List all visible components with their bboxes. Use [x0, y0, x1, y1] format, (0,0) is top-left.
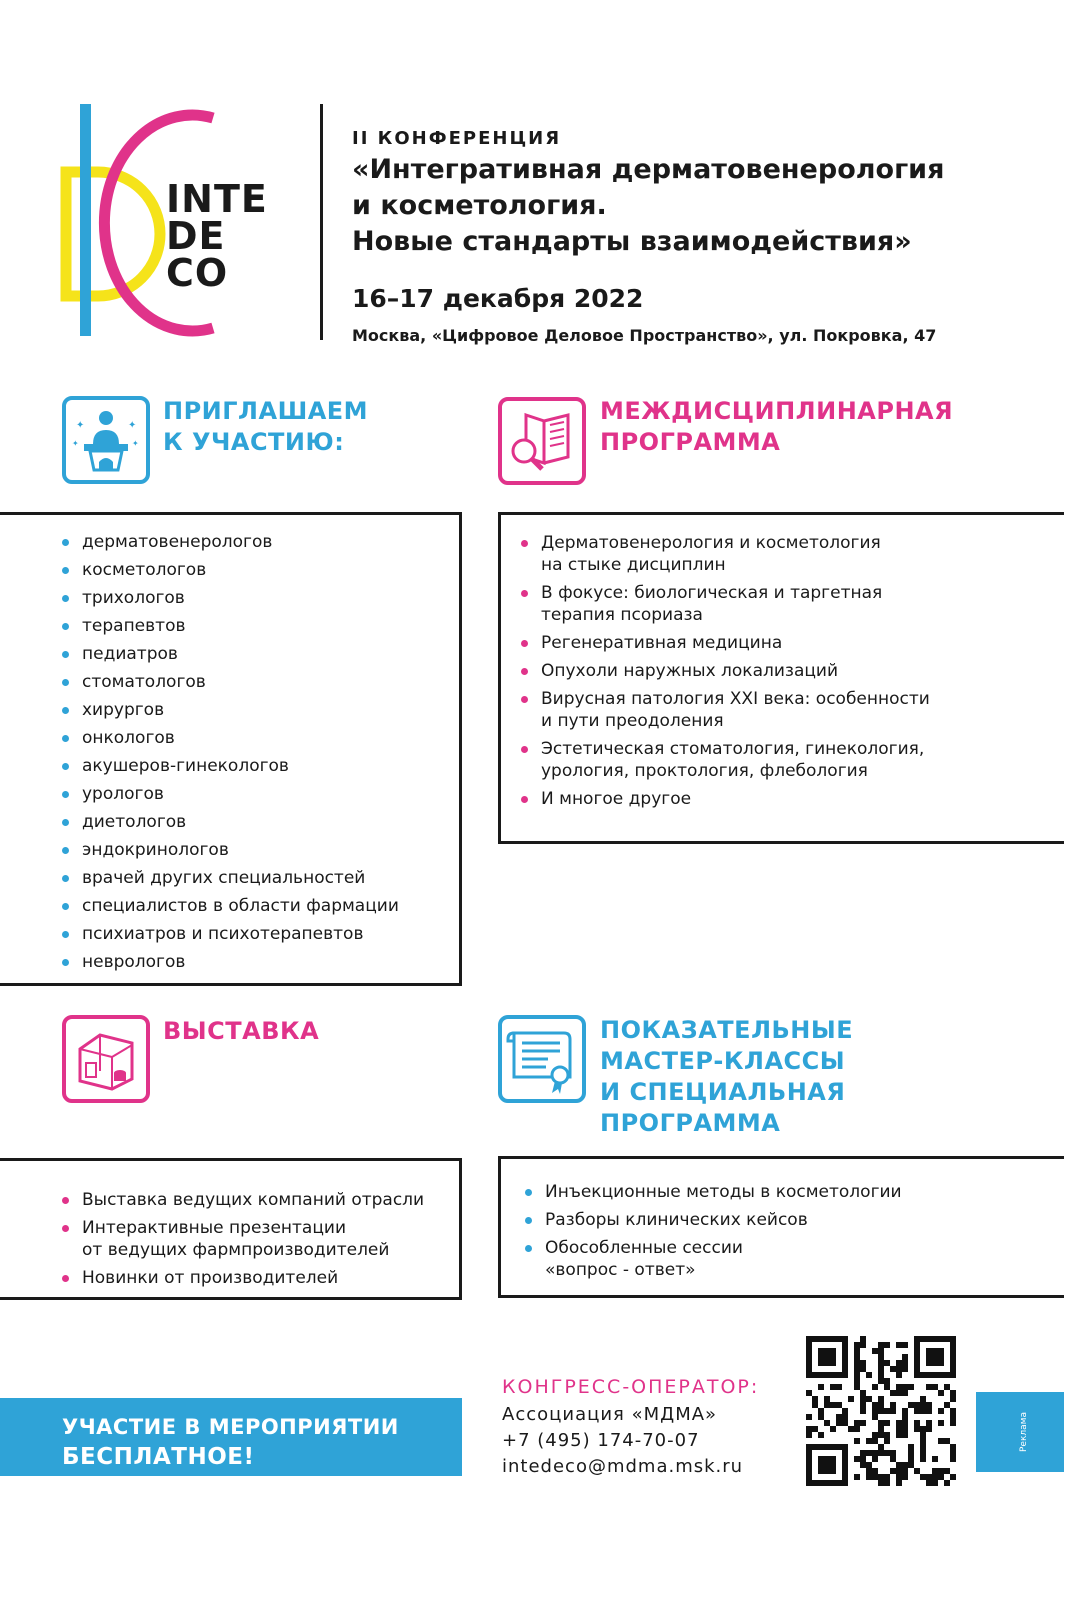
list-item: трихологов [62, 587, 399, 609]
list-item: акушеров-гинекологов [62, 755, 399, 777]
program-box [498, 512, 1064, 844]
exhibition-stand-icon [62, 1015, 150, 1103]
list-item: косметологов [62, 559, 399, 581]
operator-phone: +7 (495) 174-70-07 [502, 1430, 700, 1451]
list-item: стоматологов [62, 671, 399, 693]
list-item: Выставка ведущих компаний отрасли [62, 1189, 424, 1211]
list-item: терапевтов [62, 615, 399, 637]
masterclass-title-line: МАСТЕР-КЛАССЫ [600, 1047, 846, 1075]
list-item: врачей других специальностей [62, 867, 399, 889]
program-title-line: МЕЖДИСЦИПЛИНАРНАЯ [600, 397, 954, 425]
list-item: Разборы клинических кейсов [525, 1209, 902, 1231]
operator-name: Ассоциация «МДМА» [502, 1404, 718, 1425]
logo-line: INTE [166, 177, 268, 221]
conference-title [352, 152, 1052, 260]
conference-edition: II КОНФЕРЕНЦИЯ [352, 128, 562, 149]
list-item: педиатров [62, 643, 399, 665]
ad-tab [976, 1392, 1064, 1472]
speaker-at-podium-icon [62, 396, 150, 484]
certificate-icon [498, 1015, 586, 1103]
exhibition-box [0, 1158, 462, 1300]
program-title-line: ПРОГРАММА [600, 428, 781, 456]
list-item: Эстетическая стоматология, гинекология, урология, проктология, флебология [521, 738, 1051, 782]
list-item: Обособленные сессии «вопрос - ответ» [525, 1237, 902, 1281]
list-item: Дерматовенерология и косметология на стыке дисциплин [521, 532, 1051, 576]
conference-venue: Москва, «Цифровое Деловое Пространство», ул. Покровка, 47 [352, 326, 937, 345]
conference-date: 16–17 декабря 2022 [352, 284, 644, 313]
list-item: специалистов в области фармации [62, 895, 399, 917]
cta-line-2: БЕСПЛАТНОЕ! [62, 1444, 255, 1470]
list-item: В фокусе: биологическая и таргетная терапия псориаза [521, 582, 1051, 626]
list-item: Новинки от производителей [62, 1267, 424, 1289]
exhibition-title: ВЫСТАВКА [163, 1017, 320, 1045]
list-item: Инъекционные методы в косметологии [525, 1181, 902, 1203]
svg-text:✦: ✦ [72, 439, 79, 448]
book-magnifier-icon [498, 397, 586, 485]
masterclass-list [525, 1181, 902, 1287]
list-item: Регенеративная медицина [521, 632, 1051, 654]
cta-line-1: УЧАСТИЕ В МЕРОПРИЯТИИ [62, 1415, 399, 1439]
invite-title-line: ПРИГЛАШАЕМ [163, 397, 369, 425]
operator-title: КОНГРЕСС-ОПЕРАТОР: [502, 1376, 760, 1398]
svg-text:✦: ✦ [76, 420, 85, 431]
program-list [521, 532, 1051, 816]
exhibition-list [62, 1189, 424, 1295]
list-item: И многое другое [521, 788, 1051, 810]
list-item: Опухоли наружных локализаций [521, 660, 1051, 682]
masterclass-title-line: ПОКАЗАТЕЛЬНЫЕ [600, 1016, 854, 1044]
masterclass-title-line: И СПЕЦИАЛЬНАЯ [600, 1078, 846, 1106]
free-participation-banner [0, 1398, 462, 1476]
conference-title-line: Новые стандарты взаимодействия» [352, 226, 912, 257]
svg-text:✦: ✦ [132, 439, 139, 448]
invite-list [62, 531, 399, 979]
program-title [600, 396, 953, 458]
logo-wordmark [166, 177, 268, 295]
invite-title-line: К УЧАСТИЮ: [163, 428, 345, 456]
masterclass-title-line: ПРОГРАММА [600, 1109, 781, 1137]
list-item: хирургов [62, 699, 399, 721]
logo-line: DE [166, 214, 226, 258]
invite-box [0, 512, 462, 986]
conference-title-line: «Интегративная дерматовенерология [352, 154, 945, 185]
list-item: дерматовенерологов [62, 531, 399, 553]
operator-email: intedeco@mdma.msk.ru [502, 1456, 744, 1477]
list-item: Интерактивные презентации от ведущих фармпроизводителей [62, 1217, 424, 1261]
list-item: эндокринологов [62, 839, 399, 861]
list-item: Вирусная патология XXI века: особенности и пути преодоления [521, 688, 1051, 732]
list-item: неврологов [62, 951, 399, 973]
list-item: урологов [62, 783, 399, 805]
list-item: диетологов [62, 811, 399, 833]
masterclass-box [498, 1156, 1064, 1298]
masterclass-title [600, 1015, 853, 1139]
invite-title [163, 396, 368, 458]
header-divider [320, 104, 323, 340]
svg-text:✦: ✦ [128, 420, 137, 431]
list-item: психиатров и психотерапевтов [62, 923, 399, 945]
logo-line: CO [166, 251, 229, 295]
conference-title-line: и косметология. [352, 190, 607, 221]
qr-code[interactable] [806, 1336, 956, 1486]
ad-label: Реклама [1019, 1412, 1029, 1452]
list-item: онкологов [62, 727, 399, 749]
qr-code-graphic [806, 1336, 956, 1486]
